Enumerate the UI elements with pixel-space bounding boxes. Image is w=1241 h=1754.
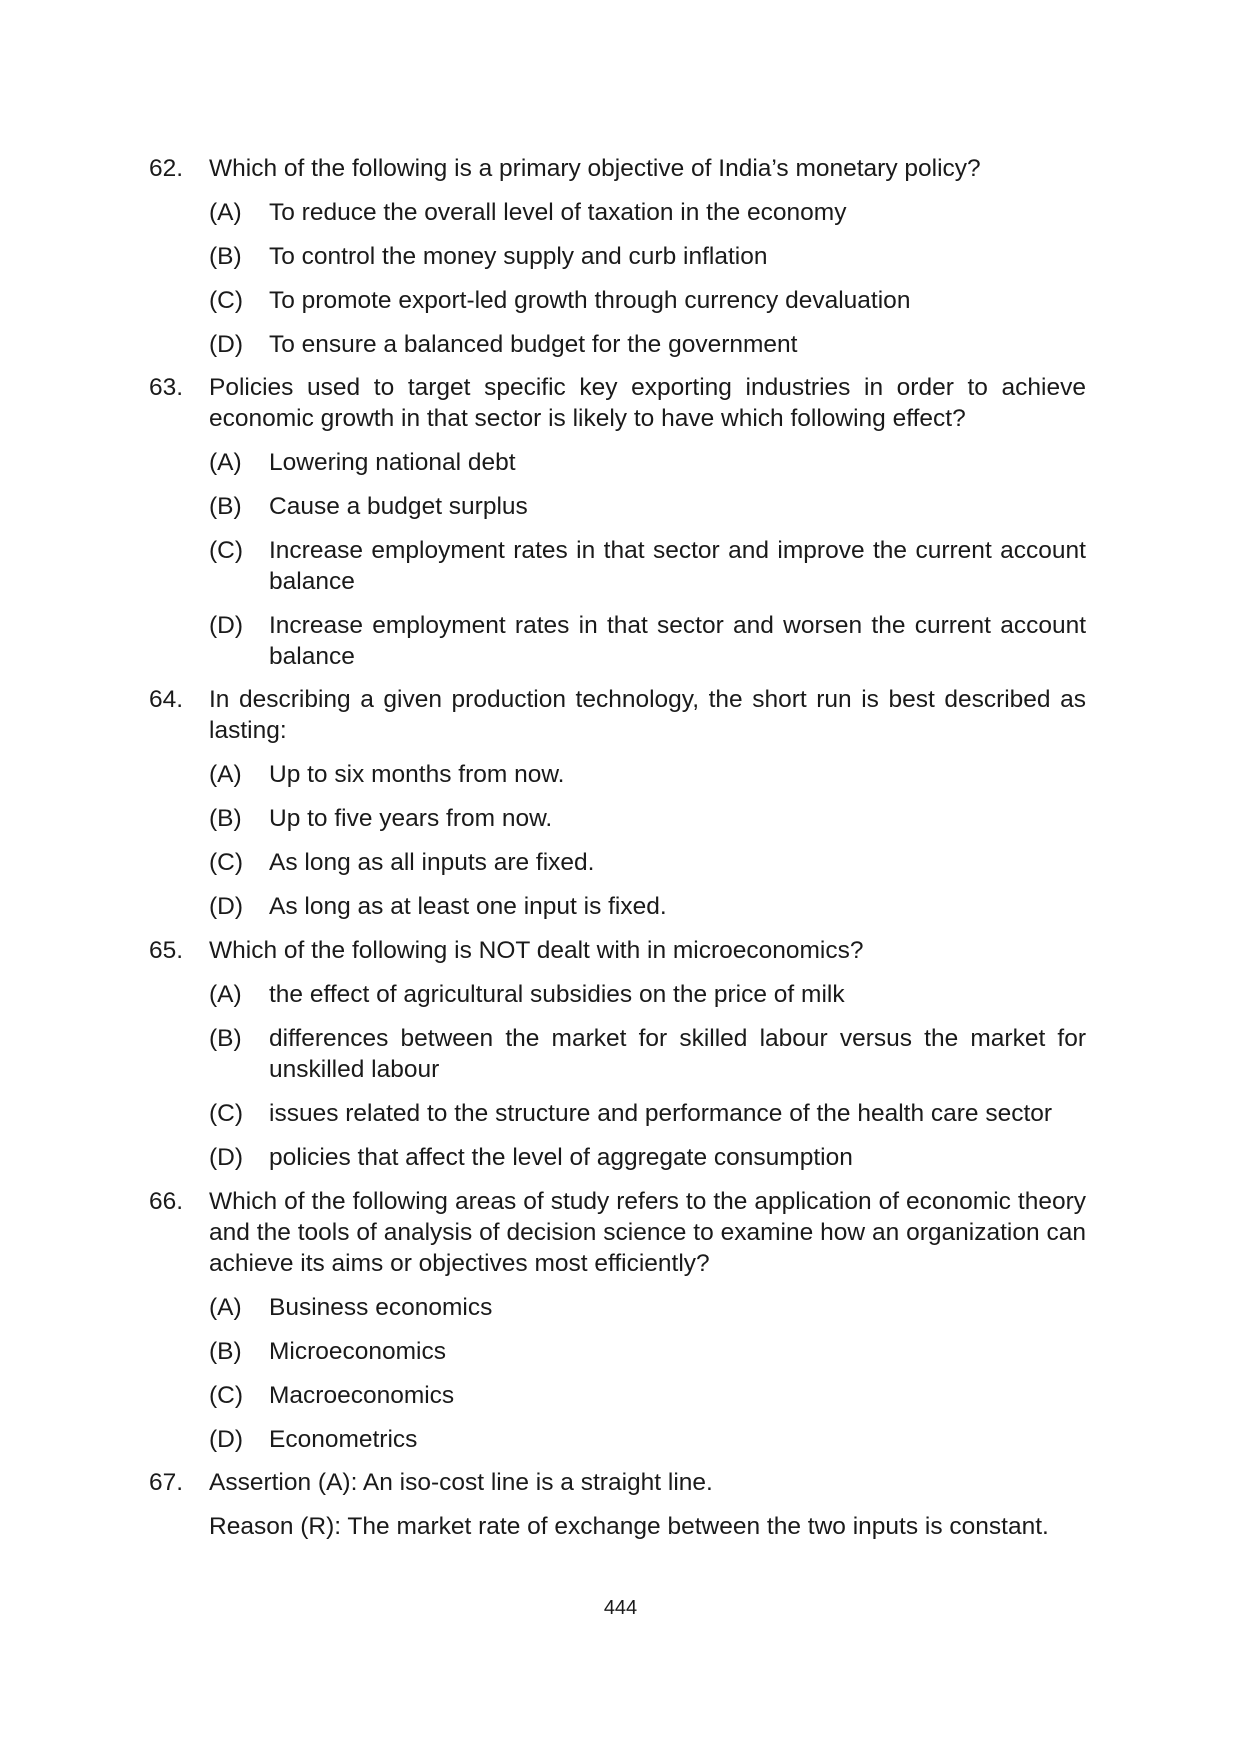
option-text: To promote export-led growth through currency devaluation [269, 287, 911, 314]
option-text: To control the money supply and curb inflation [269, 243, 768, 270]
option-c [209, 847, 1086, 878]
option-text: To reduce the overall level of taxation in the economy [269, 199, 847, 226]
option-label: (A) [209, 449, 242, 476]
option-text: As long as all inputs are fixed. [269, 849, 595, 876]
option-label: (D) [209, 331, 244, 358]
page-number: 444 [603, 1597, 638, 1619]
option-text: As long as at least one input is fixed. [269, 893, 667, 920]
question-number: 66. [149, 1188, 184, 1215]
option-label: (C) [209, 537, 244, 564]
question-66 [149, 1186, 1086, 1455]
option-text: the effect of agricultural subsidies on the price of milk [269, 981, 845, 1008]
option-d [209, 610, 1086, 672]
option-label: (D) [209, 1144, 244, 1171]
option-text: Business economics [269, 1294, 493, 1321]
option-label: (D) [209, 612, 244, 639]
option-d [209, 1424, 1086, 1455]
question-65 [149, 935, 1086, 1173]
option-text: Macroeconomics [269, 1382, 455, 1409]
options-list [209, 1292, 1086, 1455]
question-number: 64. [149, 686, 184, 713]
option-label: (C) [209, 1382, 244, 1409]
question-number: 65. [149, 937, 184, 964]
question-64 [149, 684, 1086, 922]
option-text: policies that affect the level of aggregate consumption [269, 1144, 853, 1171]
option-a [209, 197, 1086, 228]
question-number: 62. [149, 155, 184, 182]
option-label: (A) [209, 981, 242, 1008]
option-a [209, 1292, 1086, 1323]
options-list [209, 979, 1086, 1173]
option-d [209, 1142, 1086, 1173]
options-list [209, 759, 1086, 922]
option-label: (A) [209, 1294, 242, 1321]
option-c [209, 535, 1086, 597]
option-d [209, 329, 1086, 360]
option-c [209, 1380, 1086, 1411]
assertion-text: Assertion (A): An iso-cost line is a straight line. [209, 1469, 713, 1496]
options-list [209, 197, 1086, 360]
question-number: 67. [149, 1469, 184, 1496]
option-b [209, 1336, 1086, 1367]
question-text: In describing a given production technology, the short run is best described as lasting: [209, 686, 1086, 744]
option-label: (D) [209, 893, 244, 920]
option-text: Increase employment rates in that sector and improve the current account balance [269, 537, 1086, 595]
question-67 [149, 1467, 1086, 1542]
option-text: Econometrics [269, 1426, 418, 1453]
option-label: (B) [209, 805, 242, 832]
option-label: (C) [209, 849, 244, 876]
option-d [209, 891, 1086, 922]
option-b [209, 803, 1086, 834]
option-c [209, 1098, 1086, 1129]
option-label: (C) [209, 287, 244, 314]
question-number: 63. [149, 374, 184, 401]
option-c [209, 285, 1086, 316]
question-62 [149, 153, 1086, 360]
option-b [209, 491, 1086, 522]
option-text: Microeconomics [269, 1338, 446, 1365]
question-text: Which of the following areas of study refers to the application of economic theory and the tools of analysis of decision science to examine how an organization can achieve its aims or objectives most efficiently? [209, 1188, 1086, 1277]
question-text: Policies used to target specific key exporting industries in order to achieve economic growth in that sector is likely to have which following effect? [209, 374, 1086, 432]
option-label: (D) [209, 1426, 244, 1453]
options-list [209, 447, 1086, 672]
option-text: To ensure a balanced budget for the government [269, 331, 798, 358]
option-label: (C) [209, 1100, 244, 1127]
option-text: Up to six months from now. [269, 761, 565, 788]
option-text: Cause a budget surplus [269, 493, 528, 520]
option-label: (A) [209, 199, 242, 226]
reason-text: Reason (R): The market rate of exchange between the two inputs is constant. [209, 1513, 1049, 1540]
option-b [209, 1023, 1086, 1085]
option-text: differences between the market for skilled labour versus the market for unskilled labour [269, 1025, 1086, 1083]
option-a [209, 979, 1086, 1010]
option-label: (B) [209, 1025, 242, 1052]
question-text: Which of the following is NOT dealt with in microeconomics? [209, 937, 864, 964]
option-text: Up to five years from now. [269, 805, 553, 832]
option-text: Increase employment rates in that sector and worsen the current account balance [269, 612, 1086, 670]
option-label: (B) [209, 243, 242, 270]
option-a [209, 759, 1086, 790]
option-text: issues related to the structure and performance of the health care sector [269, 1100, 1053, 1127]
question-63 [149, 372, 1086, 672]
option-label: (B) [209, 493, 242, 520]
option-a [209, 447, 1086, 478]
question-text: Which of the following is a primary objective of India’s monetary policy? [209, 155, 981, 182]
option-text: Lowering national debt [269, 449, 516, 476]
option-label: (A) [209, 761, 242, 788]
option-b [209, 241, 1086, 272]
option-label: (B) [209, 1338, 242, 1365]
